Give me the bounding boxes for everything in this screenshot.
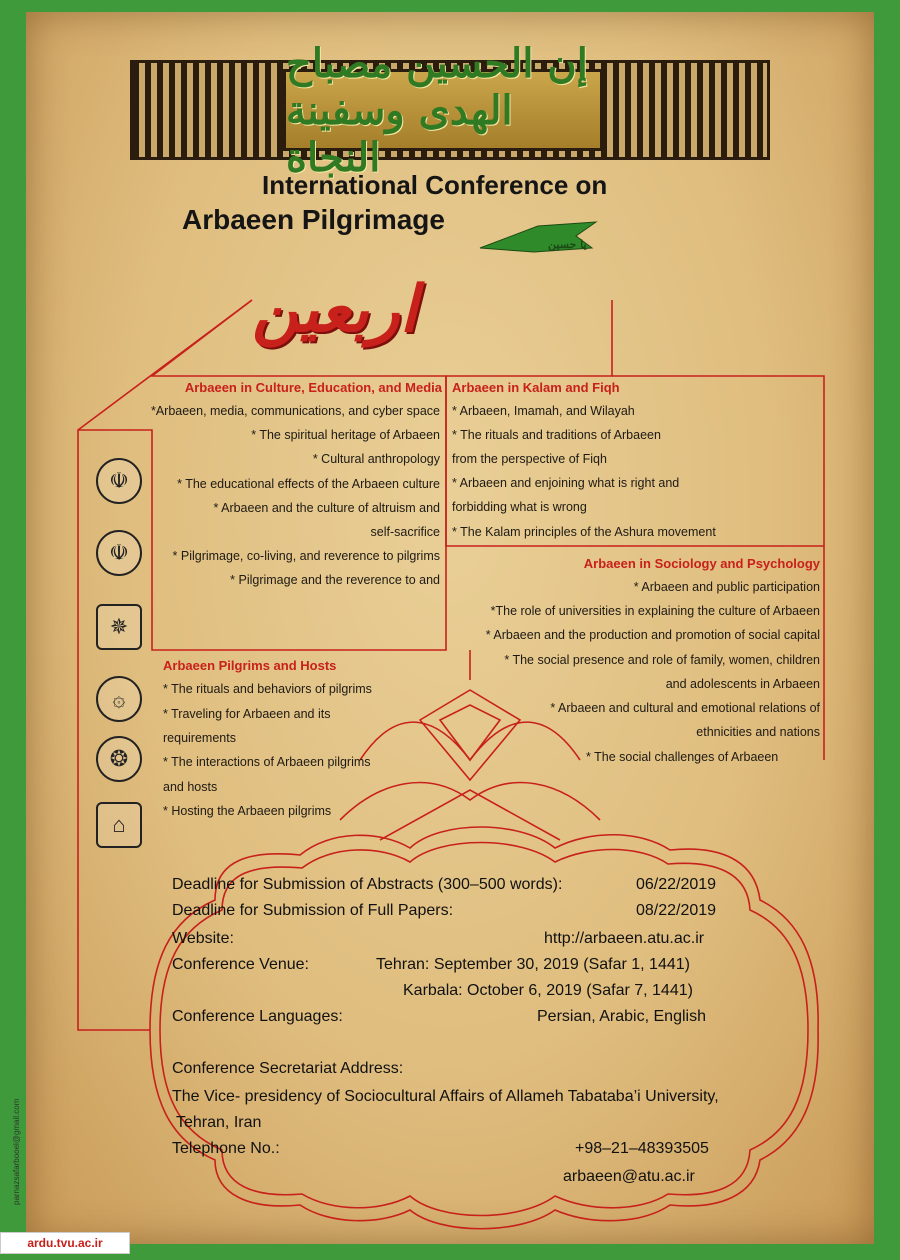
secretariat-label: Conference Secretariat Address: bbox=[172, 1060, 404, 1077]
sociology-item: * Arbaeen and public participation bbox=[633, 580, 820, 594]
abstracts-deadline-date: 06/22/2019 bbox=[636, 876, 717, 893]
sociology-item: * Arbaeen and the production and promotion of social capital bbox=[485, 628, 820, 642]
side-credit-email: parnazsafarbooel@gmail.com bbox=[12, 1098, 21, 1205]
website-link[interactable]: http://arbaeen.atu.ac.ir bbox=[544, 930, 705, 947]
venue-karbala: Karbala: October 6, 2019 (Safar 7, 1441) bbox=[403, 982, 693, 999]
calligraphy-panel bbox=[283, 39, 603, 181]
venue-tehran: Tehran: September 30, 2019 (Safar 1, 1441) bbox=[376, 956, 690, 973]
abstracts-deadline-label: Deadline for Submission of Abstracts (300–500 words): bbox=[172, 876, 563, 893]
sociology-item: ethnicities and nations bbox=[696, 725, 820, 739]
sponsor-logo-emblem-icon: ☫ bbox=[96, 458, 142, 504]
sponsor-logo-emblem-icon: ☫ bbox=[96, 530, 142, 576]
sociology-item: * The social presence and role of family, women, children bbox=[504, 653, 820, 667]
sponsor-logo-university-icon: ✵ bbox=[96, 604, 142, 650]
culture-item: * Cultural anthropology bbox=[312, 452, 440, 466]
sponsor-logo-seal-icon: ❂ bbox=[96, 736, 142, 782]
telephone-value: +98–21–48393505 bbox=[575, 1140, 709, 1157]
culture-item: *Arbaeen, media, communications, and cyber space bbox=[150, 404, 440, 418]
secretariat-address-line1: The Vice- presidency of Sociocultural Affairs of Allameh Tabataba’i University, bbox=[172, 1088, 719, 1105]
kalam-item: * The Kalam principles of the Ashura movement bbox=[452, 525, 716, 539]
calligraphy-text: إن الحسين مصباح الهدى وسفينة النجاة bbox=[286, 39, 588, 181]
section-title-culture: Arbaeen in Culture, Education, and Media bbox=[184, 380, 442, 395]
kalam-item: from the perspective of Fiqh bbox=[452, 452, 607, 466]
conference-title-line2: Arbaeen Pilgrimage bbox=[182, 204, 445, 235]
sociology-item: * Arbaeen and cultural and emotional relations of bbox=[550, 701, 820, 715]
papers-deadline-label: Deadline for Submission of Full Papers: bbox=[172, 902, 454, 919]
pilgrims-item: and hosts bbox=[163, 780, 218, 794]
kalam-item: * Arbaeen and enjoining what is right and bbox=[452, 476, 680, 490]
culture-item: * The spiritual heritage of Arbaeen bbox=[251, 428, 440, 442]
telephone-label: Telephone No.: bbox=[172, 1140, 280, 1157]
sponsor-logo-shrine-icon: ۞ bbox=[96, 676, 142, 722]
culture-item: * Arbaeen and the culture of altruism and bbox=[213, 501, 440, 515]
section-title-kalam: Arbaeen in Kalam and Fiqh bbox=[452, 380, 620, 395]
flag-text: یا حسین bbox=[548, 238, 587, 251]
pilgrims-item: requirements bbox=[163, 731, 236, 745]
languages-label: Conference Languages: bbox=[172, 1008, 343, 1025]
arbaeen-calligraphy-logo: اربعین bbox=[252, 272, 418, 347]
culture-item: self-sacrifice bbox=[370, 525, 440, 539]
secretariat-address-line2: Tehran, Iran bbox=[176, 1114, 262, 1131]
culture-item: * Pilgrimage, co-living, and reverence to pilgrims bbox=[172, 549, 440, 563]
calligraphy-ornament-band bbox=[130, 39, 770, 181]
email-link[interactable]: arbaeen@atu.ac.ir bbox=[563, 1168, 695, 1185]
culture-item: * Pilgrimage and the reverence to and bbox=[230, 573, 440, 587]
section-title-pilgrims: Arbaeen Pilgrims and Hosts bbox=[163, 658, 337, 673]
sociology-item: * The social challenges of Arbaeen bbox=[586, 750, 779, 764]
papers-deadline-date: 08/22/2019 bbox=[636, 902, 717, 919]
pilgrims-item: * Hosting the Arbaeen pilgrims bbox=[163, 804, 332, 818]
kalam-item: forbidding what is wrong bbox=[452, 500, 587, 514]
kalam-item: * Arbaeen, Imamah, and Wilayah bbox=[452, 404, 635, 418]
sociology-item: and adolescents in Arbaeen bbox=[665, 677, 820, 691]
languages-value: Persian, Arabic, English bbox=[537, 1008, 706, 1025]
website-label: Website: bbox=[172, 930, 234, 947]
sponsor-logo-mosque-icon: ⌂ bbox=[96, 802, 142, 848]
venue-label: Conference Venue: bbox=[172, 956, 309, 973]
pilgrims-item: * The rituals and behaviors of pilgrims bbox=[163, 682, 372, 696]
pilgrims-item: * Traveling for Arbaeen and its bbox=[163, 707, 331, 721]
site-watermark: ardu.tvu.ac.ir bbox=[0, 1232, 130, 1254]
pilgrims-item: * The interactions of Arbaeen pilgrims bbox=[163, 755, 371, 769]
section-title-sociology: Arbaeen in Sociology and Psychology bbox=[583, 556, 820, 571]
kalam-item: * The rituals and traditions of Arbaeen bbox=[452, 428, 661, 442]
culture-item: * The educational effects of the Arbaeen culture bbox=[177, 477, 440, 491]
conference-title-line1: International Conference on bbox=[262, 170, 608, 200]
sociology-item: *The role of universities in explaining the culture of Arbaeen bbox=[490, 604, 820, 618]
